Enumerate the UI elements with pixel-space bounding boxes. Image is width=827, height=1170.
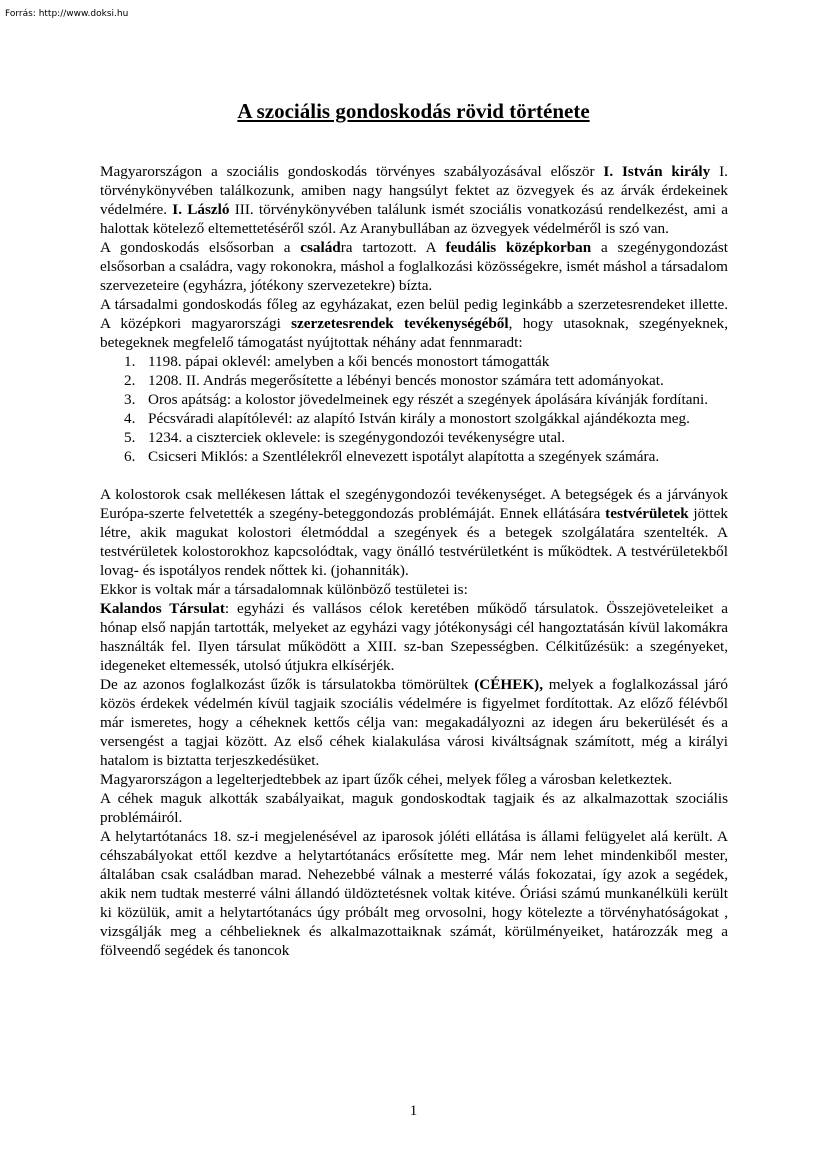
list-text: Pécsváradi alapítólevél: az alapító István király a monostort szolgákkal ajándékozta meg.	[148, 410, 690, 427]
paragraph-7	[100, 675, 728, 770]
text-run: A kolostorok csak mellékesen láttak el szegénygondozói tevékenységet. A betegségek és a járványok Európa-szerte felvetették a szegény-beteggondozás problémáját. Ennek ellátására	[100, 486, 728, 522]
list-number: 4.	[124, 410, 136, 427]
list-item	[100, 371, 728, 390]
bold-text: (CÉHEK),	[474, 676, 543, 693]
text-run: jöttek létre, akik magukat kolostori életmóddal a szegények és a betegek szolgálatára szentelték. A testvérületek kolostorokhoz kapcsolódtak, vagy önálló testvérületként is működtek. A testvérületekből lovag- és ispotályos rendek nőttek ki. (johanniták).	[100, 505, 728, 579]
list-number: 3.	[124, 391, 136, 408]
text-run: De az azonos foglalkozást űzők is társulatokba tömörültek	[100, 676, 475, 693]
list-number: 5.	[124, 429, 136, 446]
list-number: 1.	[124, 353, 136, 370]
list-text: Csicseri Miklós: a Szentlélekről elnevezett ispotályt alapította a szegények számára.	[148, 448, 660, 465]
text-run: ra tartozott. A	[340, 239, 446, 256]
list-item	[100, 447, 728, 466]
text-run: I. törvénykönyvében találkozunk, amiben nagy hangsúlyt fektet az özvegyek és az árvák érdekeinek védelmére.	[100, 163, 728, 218]
text-run: a szegénygondozást elsősorban a családra, vagy rokonokra, máshol a foglalkozási közösségekre, ismét máshol a társadalom szervezeteire (egyházra, jótékony szervezetekre) bízta.	[100, 239, 728, 294]
list-text: 1208. II. András megerősítette a lébényi bencés monostor számára tett adományokat.	[148, 372, 664, 389]
paragraph-8: Magyarországon a legelterjedtebbek az ipart űzők céhei, melyek főleg a városban keletkeztek.	[100, 771, 673, 788]
bold-text: testvérületek	[605, 505, 689, 522]
paragraph-4	[100, 485, 728, 580]
list-text: 1234. a ciszterciek oklevele: is szegénygondozói tevékenységre utal.	[148, 429, 566, 446]
paragraph-1	[100, 162, 728, 238]
paragraph-10: A helytartótanács 18. sz-i megjelenésével az iparosok jóléti ellátása is állami felügyelet alá került. A céhszabályokat ettől kezdve a helytartótanács erősítette meg. Már nem lehet mindenkiből mester, általában csak családban marad. Nehezebbé válnak a mesterré válás fokozatai, így azok a segédek, akik nem tudtak mesterré válni állandó üldöztetésnek voltak kitéve. Óriási számú munkanélküli került ki közülük, amit a helytartótanács úgy próbált meg orvosolni, hogy kötelezte a törvényhatóságokat , vizsgálják meg a céhbelieknek és alkalmazottaiknak számát, körülményeiket, határozzák meg a fölveendő segédek és tanoncok	[100, 828, 728, 959]
text-run: A társadalmi gondoskodás főleg az egyházakat, ezen belül pedig leginkább a szerzetesrendeket illette. A középkori magyarországi	[100, 296, 728, 332]
paragraph-2	[100, 238, 728, 295]
paragraph-5: Ekkor is voltak már a társadalomnak különböző testületei is:	[100, 581, 468, 598]
text-run: , hogy utasoknak, szegényeknek, betegeknek megfelelő támogatást nyújtottak néhány adat fennmaradt:	[100, 315, 728, 351]
page-number: 1	[409, 1103, 418, 1119]
bold-text: Kalandos Társulat	[100, 600, 225, 617]
bold-text: I. László	[172, 201, 230, 218]
list-text: Oros apátság: a kolostor jövedelmeinek egy részét a szegények ápolására kívánják fordítani.	[148, 391, 709, 408]
document-body	[100, 162, 728, 960]
text-run: : egyházi és vallásos célok keretében működő társulatok. Összejöveteleiket a hónap első napján tartották, melyeket az egyházi vagy jótékonysági cél hangoztatásán kívül lakomákra használták fel. Ilyen társulat működött a XIII. sz-ban Szepességben. Célkitűzésük: a szegényeket, idegeneket eltemessék, utolsó útjukra elkísérjék.	[100, 600, 728, 674]
paragraph-3	[100, 295, 728, 352]
list-number: 6.	[124, 448, 136, 465]
bold-text: szerzetesrendek tevékenységéből	[291, 315, 509, 332]
text-run: III. törvénykönyvében találunk ismét szociális vonatkozású rendelkezést, ami a halottak kötelező eltemettetéséről szól. Az Aranybullában az özvegyek védelméről is szó van.	[100, 201, 728, 237]
list-item	[100, 409, 728, 428]
page-title: A szociális gondoskodás rövid története	[237, 99, 590, 123]
document-list	[100, 352, 728, 466]
list-item	[100, 390, 728, 409]
paragraph-6	[100, 599, 728, 675]
list-number: 2.	[124, 372, 136, 389]
text-run: Magyarországon a szociális gondoskodás törvényes szabályozásával először	[100, 163, 604, 180]
text-run: A gondoskodás elsősorban a	[100, 239, 301, 256]
list-text: 1198. pápai oklevél: amelyben a kői bencés monostort támogatták	[148, 353, 550, 370]
text-run: melyek a foglalkozással járó közös érdekek védelmén kívül tagjaik szociális védelmére is figyelmet fordítottak. Az előző félévből már ismeretes, hogy a céheknek kettős célja van: megakadályozni az idegen áru bekerülését és a versengést a tagjai között. Az első céhek kialakulása városi kiváltságnak számított, még a királyi hatalom is biztatta terjeszkedésüket.	[100, 676, 728, 769]
source-label: Forrás: http://www.doksi.hu	[5, 9, 129, 19]
paragraph-9: A céhek maguk alkották szabályaikat, maguk gondoskodtak tagjaik és az alkalmazottak szociális problémáiról.	[100, 790, 728, 826]
list-item	[100, 352, 728, 371]
bold-text: feudális középkorban	[445, 239, 592, 256]
bold-text: I. István király	[603, 163, 711, 180]
spacer	[100, 466, 728, 485]
bold-text: család	[300, 239, 341, 256]
list-item	[100, 428, 728, 447]
